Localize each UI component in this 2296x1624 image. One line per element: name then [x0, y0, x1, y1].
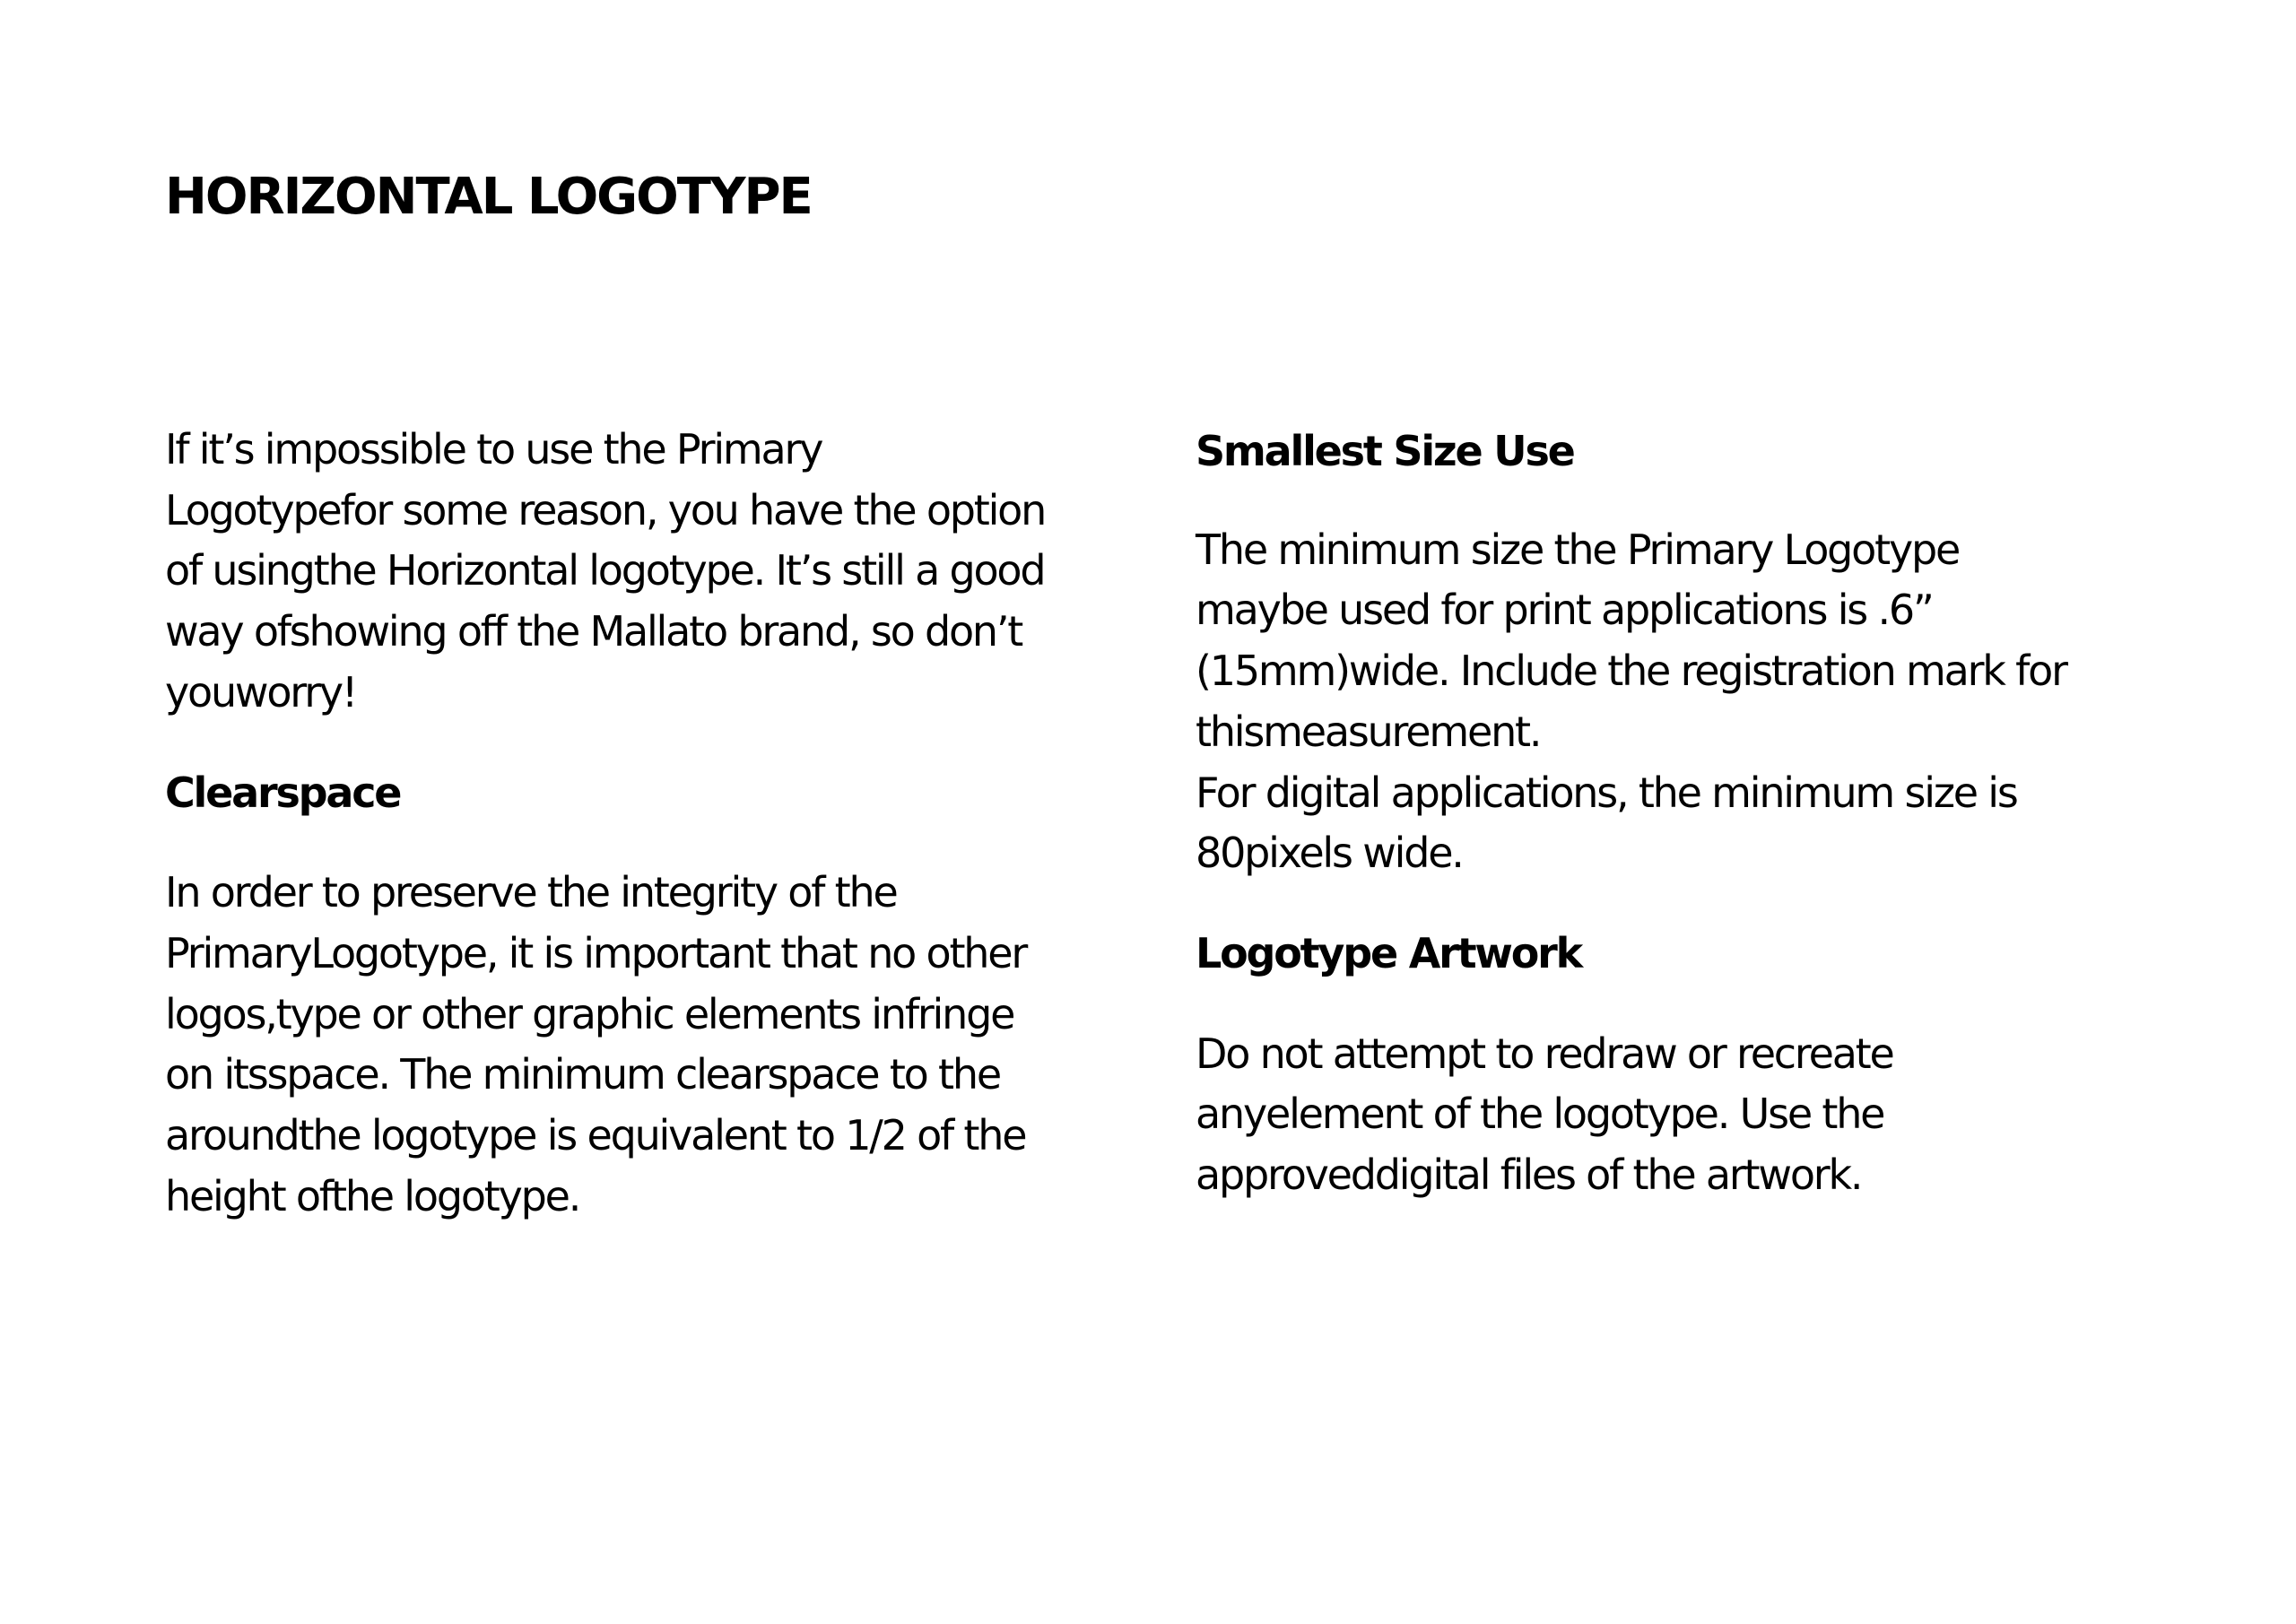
- page-title: HORIZONTAL LOGOTYPE: [165, 168, 812, 226]
- clearspace-heading: Clearspace: [165, 768, 401, 817]
- logotype-artwork-heading: Logotype Artwork: [1196, 928, 1582, 977]
- right-column: [1196, 421, 2218, 1206]
- intro-paragraph: If it’s impossible to use the Primary Logotypefor some reason, you have the option of usingthe Horizontal logotype. It’s still a good way ofshowing off the Mallato brand, so don’t youworry!: [165, 425, 1046, 716]
- logotype-artwork-paragraph: Do not attempt to redraw or recreate anyelement of the logotype. Use the approveddigital files of the artwork.: [1196, 1029, 1893, 1200]
- left-column: [165, 420, 1187, 1227]
- clearspace-paragraph: In order to preserve the integrity of the PrimaryLogotype, it is important that no other logos,type or other graphic elements infringe on itsspace. The minimum clearspace to the aroundthe logotype is equivalent to 1/2 of the height ofthe logotype.: [165, 868, 1027, 1220]
- smallest-size-paragraph: The minimum size the Primary Logotype maybe used for print applications is .6” (15mm)wide. Include the registration mark for thismeasurement. For digital applications, the minimum size is 80pixels wide.: [1196, 525, 2066, 878]
- smallest-size-heading: Smallest Size Use: [1196, 427, 1574, 475]
